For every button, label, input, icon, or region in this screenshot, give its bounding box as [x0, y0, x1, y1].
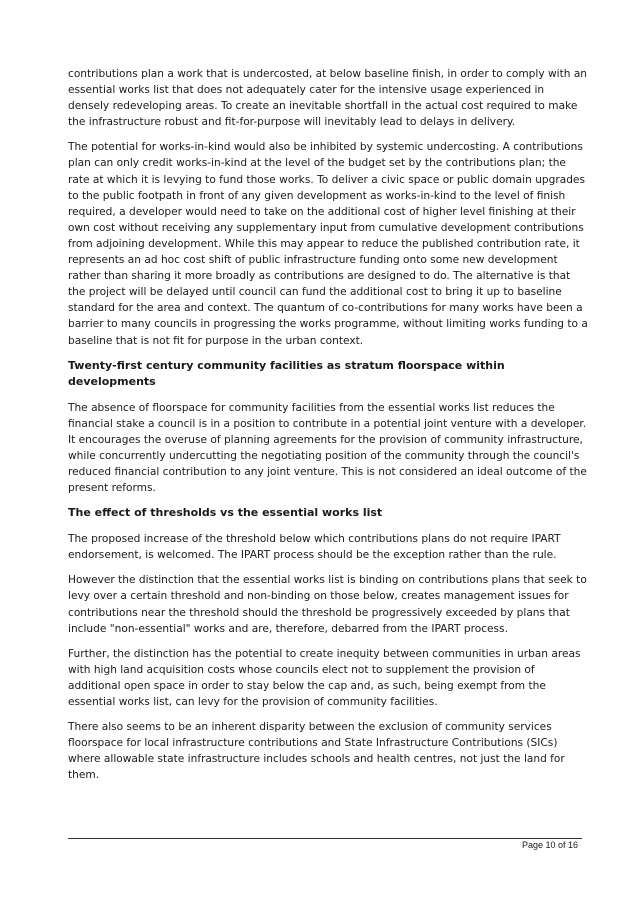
paragraph-inequity: Further, the distinction has the potential to create inequity between communities in urban areas with high land acquisition costs whose councils elect not to supplement the provision of additional open space in order to stay below the cap and, as such, being exempt from the essential works list, can levy for the provision of community facilities.: [68, 647, 581, 708]
paragraph-threshold-increase: The proposed increase of the threshold below which contributions plans do not require IPART endorsement, is welcomed. The IPART process should be the exception rather than the rule.: [68, 533, 561, 562]
page-number: Page 10 of 16: [521, 840, 578, 850]
paragraph-works-in-kind: The potential for works-in-kind would also be inhibited by systemic undercosting. A contributions plan can only credit works-in-kind at the level of the budget set by the contributions plan; the rate at which it is levying to fund those works. To deliver a civic space or public domain upgrades to the public footpath in front of any given development as works-in-kind to the level of finish required, a developer would need to take on the additional cost of higher level finishing at their own cost without receiving any supplementary input from cumulative development contributions from adjoining development. While this may appear to reduce the published contribution rate, it represents an ad hoc cost shift of public infrastructure funding onto some new development rather than sharing it more broadly as contributions are designed to do. The alternative is that the project will be delayed until council can fund the additional cost to bring it up to baseline standard for the area and context. The quantum of co-contributions for many works have been a barrier to many councils in progressing the works programme, without limiting works funding to a baseline that is not fit for purpose in the urban context.: [68, 141, 588, 347]
paragraph-floorspace-absence: The absence of floorspace for community facilities from the essential works list reduces the financial stake a council is in a position to contribute in a potential joint venture with a developer. It encourages the overuse of planning agreements for the provision of community infrastructure, while concurrently undercutting the negotiating position of the community through the council's reduced financial contribution to any joint venture. This is not considered an ideal outcome of the present reforms.: [68, 401, 587, 495]
heading-thresholds: The effect of thresholds vs the essential works list: [68, 506, 383, 520]
heading-community-facilities: Twenty-first century community facilities as stratum floorspace within developments: [68, 358, 505, 388]
paragraph-undercosted-works: contributions plan a work that is undercosted, at below baseline finish, in order to comply with an essential works list that does not adequately cater for the intensive usage experienced in densely redeveloping areas. To create an inevitable shortfall in the actual cost required to make the infrastructure robust and fit-for-purpose will inevitably lead to delays in delivery.: [68, 68, 588, 129]
footer-divider: [68, 838, 582, 839]
paragraph-threshold-distinction: However the distinction that the essential works list is binding on contributions plans that seek to levy over a certain threshold and non-binding on those below, creates management issues for contributions near the threshold should the threshold be progressively exceeded by plans that include "non-essential" works and are, therefore, debarred from the IPART process.: [68, 574, 587, 635]
paragraph-sic-disparity: There also seems to be an inherent disparity between the exclusion of community services floorspace for local infrastructure contributions and State Infrastructure Contributions (SICs) where allowable state infrastructure includes schools and health centres, not just the land for them.: [68, 721, 565, 782]
document-body: [68, 66, 588, 792]
